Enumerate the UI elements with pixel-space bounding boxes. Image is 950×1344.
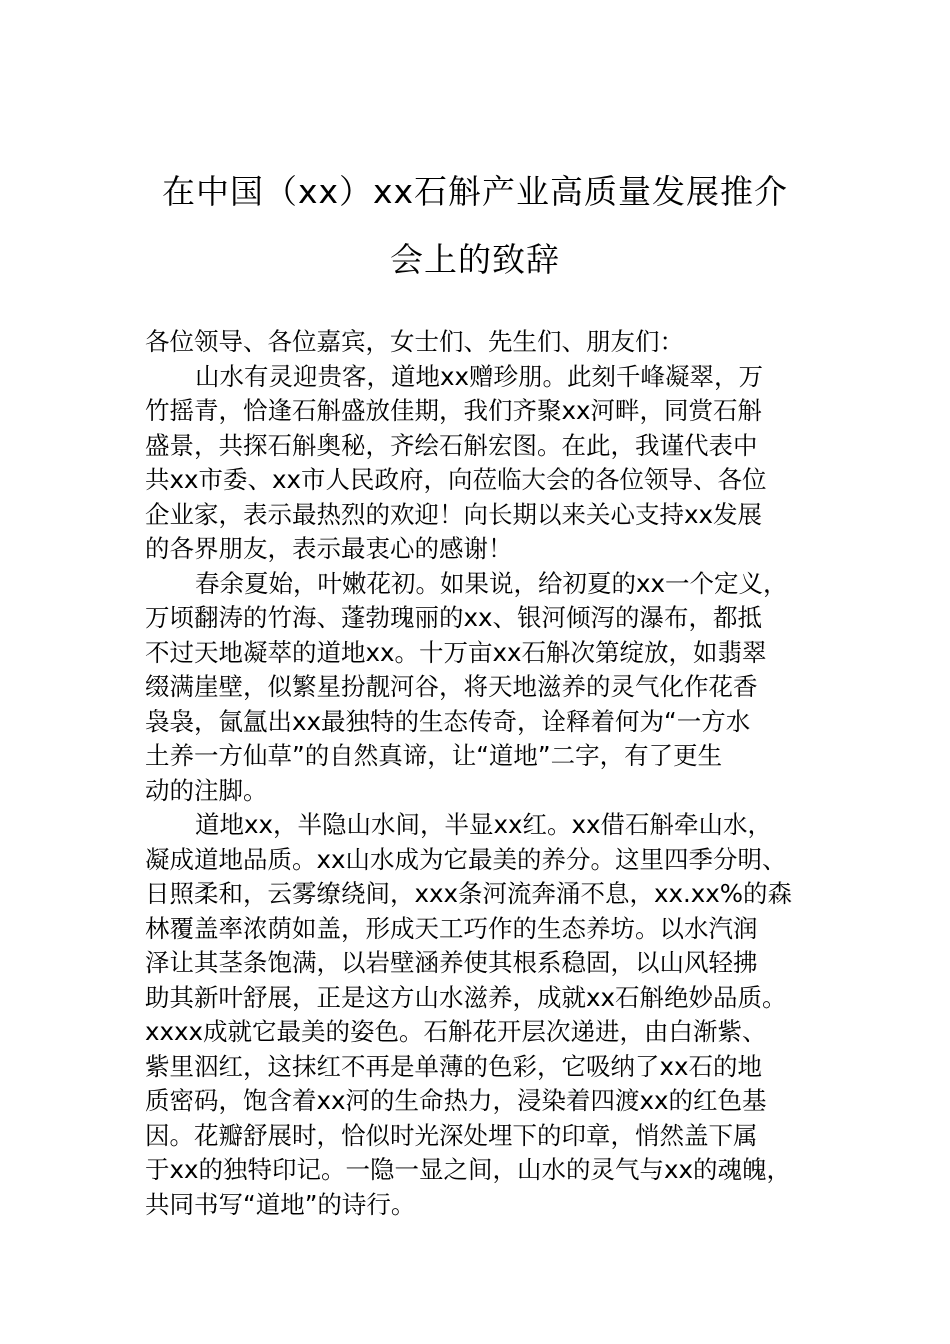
paragraph-daodi <box>145 808 835 1222</box>
paragraph-welcome <box>145 360 835 567</box>
paragraph-line: 动的注脚。 <box>145 775 268 805</box>
title-line: 在中国（xx）xx石斛产业高质量发展推介 <box>161 172 789 211</box>
paragraph-line: 土养一方仙草”的自然真谛，让“道地”二字，有了更生 <box>145 741 723 770</box>
paragraph-line: 共同书写“道地”的诗行。 <box>145 1189 416 1219</box>
paragraph-line: xxxx成就它最美的姿色。石斛花开层次递进，由白渐紫、 <box>145 1017 767 1046</box>
paragraph-line: 共xx市委、xx市人民政府，向莅临大会的各位领导、各位 <box>145 465 767 494</box>
paragraph-line: 紫里泅红，这抹红不再是单薄的色彩，它吸纳了xx石的地 <box>145 1051 762 1081</box>
paragraph-line: 山水有灵迎贵客，道地xx赠珍朋。此刻千峰凝翠，万 <box>195 361 763 391</box>
paragraph-line: 泽让其茎条饱满，以岩壁涵养使其根系稳固，以山风轻拂 <box>145 948 758 977</box>
paragraph-line: 于xx的独特印记。一隐一显之间，山水的灵气与xx的魂魄， <box>145 1155 791 1184</box>
paragraph-line: 缀满崖壁，似繁星扮靓河谷，将天地滋养的灵气化作花香 <box>145 672 758 701</box>
paragraph-line: 的各界朋友，表示最衷心的感谢！ <box>145 534 513 563</box>
document-body <box>145 325 835 1222</box>
paragraph-line: 企业家，表示最热烈的欢迎！向长期以来关心支持xx发展 <box>145 499 762 529</box>
paragraph-line: 凝成道地品质。xx山水成为它最美的养分。这里四季分明、 <box>145 844 787 874</box>
paragraph-line: 竹摇青，恰逢石斛盛放佳期，我们齐聚xx河畔，同赏石斛 <box>145 396 762 425</box>
paragraph-line: 质密码，饱含着xx河的生命热力，浸染着四渡xx的红色基 <box>145 1086 767 1115</box>
paragraph-line: 因。花瓣舒展时，恰似时光深处埋下的印章，悄然盖下属 <box>145 1120 758 1150</box>
title-line: 会上的致辞 <box>390 240 560 279</box>
paragraph-line: 袅袅，氤氲出xx最独特的生态传奇，诠释着何为“一方水 <box>145 706 751 736</box>
paragraph-early-summer <box>145 567 835 809</box>
paragraph-line: 林覆盖率浓荫如盖，形成天工巧作的生态养坊。以水汽润 <box>145 913 758 943</box>
document-title <box>140 158 810 294</box>
paragraph-line: 春余夏始，叶嫩花初。如果说，给初夏的xx一个定义， <box>195 568 788 598</box>
paragraph-line: 不过天地凝萃的道地xx。十万亩xx石斛次第绽放，如翡翠 <box>145 637 767 667</box>
paragraph-line: 万顷翻涛的竹海、蓬勃瑰丽的xx、银河倾泻的瀑布，都抵 <box>145 603 762 632</box>
salutation: 各位领导、各位嘉宾，女士们、先生们、朋友们： <box>145 327 684 356</box>
paragraph-line: 助其新叶舒展，正是这方山水滋养，成就xx石斛绝妙品质。 <box>145 982 787 1012</box>
paragraph-line: 道地xx，半隐山水间，半显xx红。xx借石斛牵山水， <box>195 810 772 839</box>
paragraph-line: 日照柔和，云雾缭绕间，xxx条河流奔涌不息，xx.xx%的森 <box>145 879 793 908</box>
paragraph-line: 盛景，共探石斛奥秘，齐绘石斛宏图。在此，我谨代表中 <box>145 430 758 460</box>
